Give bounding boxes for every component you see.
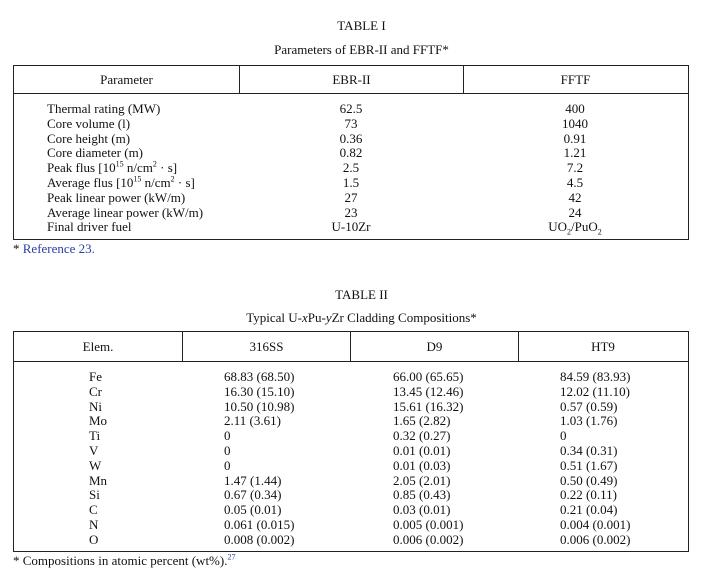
table2-column-d9 xyxy=(350,370,518,548)
table2-cell: 10.50 (10.98) xyxy=(224,398,295,414)
table2-cell: 0 xyxy=(224,457,231,473)
table2-cell: 84.59 (83.93) xyxy=(560,369,631,384)
table1-cell: 1040 xyxy=(562,115,588,131)
table2-cell: 0.008 (0.002) xyxy=(224,531,295,547)
table2-cell: V xyxy=(89,442,99,458)
table2-cell: 0.57 (0.59) xyxy=(560,398,618,414)
table2-cell: 0.67 (0.34) xyxy=(224,487,282,503)
table1-cell: 27 xyxy=(344,189,358,205)
table1-cell: 0.91 xyxy=(563,130,587,146)
table1-cell: 7.2 xyxy=(566,160,584,176)
table1-cell: Core diameter (m) xyxy=(47,145,144,161)
table2-cell: N xyxy=(89,516,99,532)
table2 xyxy=(13,331,689,552)
table2-cell: 68.83 (68.50) xyxy=(224,369,295,384)
table2-cell: 0.34 (0.31) xyxy=(560,442,618,458)
table1-cell: 24 xyxy=(568,204,582,220)
table2-cell: Mn xyxy=(89,472,108,488)
table1-column-ebr2 xyxy=(239,102,463,235)
table2-header-ht9: HT9 xyxy=(518,332,687,361)
table2-column-316ss xyxy=(182,370,350,548)
table2-cell: C xyxy=(89,502,98,518)
table2-body xyxy=(14,362,688,551)
table2-cell: Ni xyxy=(89,398,102,414)
table1-column-fftf xyxy=(463,102,687,235)
table2-cell: Fe xyxy=(89,369,102,384)
table1-caption: Parameters of EBR-II and FFTF* xyxy=(274,42,449,57)
table2-cell: 0.005 (0.001) xyxy=(393,516,464,532)
table1-cell: 1.21 xyxy=(563,145,587,161)
table1-cell: Core height (m) xyxy=(47,130,131,146)
table2-cell: Cr xyxy=(89,383,102,399)
table1-header-ebr2: EBR-II xyxy=(239,66,463,93)
table2-cell: 15.61 (16.32) xyxy=(393,398,464,414)
table2-cell: 1.47 (1.44) xyxy=(224,472,282,488)
table1-column-parameter xyxy=(14,102,239,235)
table1-cell: 73 xyxy=(344,115,358,131)
table2-cell: 0 xyxy=(224,428,231,444)
table2-cell: W xyxy=(89,457,102,473)
table1-cell: 62.5 xyxy=(339,101,363,116)
table2-cell: 0.21 (0.04) xyxy=(560,502,618,518)
table1-cell: Peak linear power (kW/m) xyxy=(47,189,186,205)
table2-header-d9: D9 xyxy=(350,332,518,361)
table1-footnote: * Reference 23. xyxy=(13,241,95,256)
table2-cell: 0.32 (0.27) xyxy=(393,428,451,444)
reference-link[interactable]: 27 xyxy=(227,552,236,562)
table2-cell: 0.85 (0.43) xyxy=(393,487,451,503)
table1-cell: Thermal rating (MW) xyxy=(47,101,161,116)
table1-cell: 0.82 xyxy=(339,145,363,161)
table2-cell: Si xyxy=(89,487,100,503)
table1-cell: $UO_2/PuO_2$ xyxy=(548,219,602,237)
table1-header-row xyxy=(14,66,688,94)
table1 xyxy=(13,65,689,240)
table2-cell: 0.50 (0.49) xyxy=(560,472,618,488)
table2-label: TABLE II xyxy=(335,287,388,302)
table2-cell: 66.00 (65.65) xyxy=(393,369,464,384)
table2-cell: 0.006 (0.002) xyxy=(560,531,631,547)
table1-cell: 23 xyxy=(344,204,358,220)
table1-cell: 2.5 xyxy=(342,160,360,176)
table2-cell: 12.02 (11.10) xyxy=(560,383,630,399)
table2-cell: 0 xyxy=(560,428,567,444)
table2-cell: 0.01 (0.03) xyxy=(393,457,451,473)
table1-cell: Average linear power (kW/m) xyxy=(47,204,204,220)
table2-caption: Typical U-xPu-yZr Cladding Compositions* xyxy=(246,310,477,325)
table2-column-elem xyxy=(14,370,182,548)
table2-cell: 0 xyxy=(224,442,231,458)
table2-cell: 2.11 (3.61) xyxy=(224,413,281,429)
table1-cell: U-10Zr xyxy=(331,219,371,235)
table1-cell: 4.5 xyxy=(566,174,584,190)
table2-header-row xyxy=(14,332,688,362)
table2-cell: 2.05 (2.01) xyxy=(393,472,451,488)
table1-header-parameter: Parameter xyxy=(100,71,153,87)
table2-cell: 0.22 (0.11) xyxy=(560,487,617,503)
reference-link[interactable]: Reference 23. xyxy=(22,241,95,256)
table2-cell: 0.01 (0.01) xyxy=(393,442,451,458)
table1-cell: Final driver fuel xyxy=(47,219,132,235)
table2-cell: 1.03 (1.76) xyxy=(560,413,618,429)
table1-cell: Peak flus [$10^{15}$ $n/cm^2 \cdot s$] xyxy=(47,159,178,176)
table1-label: TABLE I xyxy=(337,18,386,33)
table2-footnote: * Compositions in atomic percent (wt%).$^{27}$ xyxy=(13,552,236,568)
table2-cell: Ti xyxy=(89,428,101,444)
table1-body xyxy=(14,94,688,239)
table2-cell: 0.51 (1.67) xyxy=(560,457,618,473)
table2-cell: 13.45 (12.46) xyxy=(393,383,464,399)
table2-cell: Mo xyxy=(89,413,108,429)
table2-column-ht9 xyxy=(518,370,687,548)
table1-cell: 0.36 xyxy=(339,130,363,146)
table2-cell: 0.061 (0.015) xyxy=(224,516,295,532)
table1-cell: 1.5 xyxy=(342,174,360,190)
table2-cell: O xyxy=(89,531,99,547)
table2-header-elem: Elem. xyxy=(82,338,114,354)
table2-cell: 16.30 (15.10) xyxy=(224,383,295,399)
table2-cell: 0.004 (0.001) xyxy=(560,516,631,532)
table1-cell: 400 xyxy=(565,101,585,116)
table2-cell: 0.006 (0.002) xyxy=(393,531,464,547)
table1-header-fftf: FFTF xyxy=(463,66,687,93)
table2-cell: 1.65 (2.82) xyxy=(393,413,451,429)
table2-header-316ss: 316SS xyxy=(182,332,350,361)
table2-cell: 0.03 (0.01) xyxy=(393,502,451,518)
table2-cell: 0.05 (0.01) xyxy=(224,502,282,518)
table1-cell: 42 xyxy=(568,189,582,205)
table1-cell: Average flus [$10^{15}$ $n/cm^2 \cdot s$] xyxy=(47,174,195,190)
table1-cell: Core volume (l) xyxy=(47,115,131,131)
